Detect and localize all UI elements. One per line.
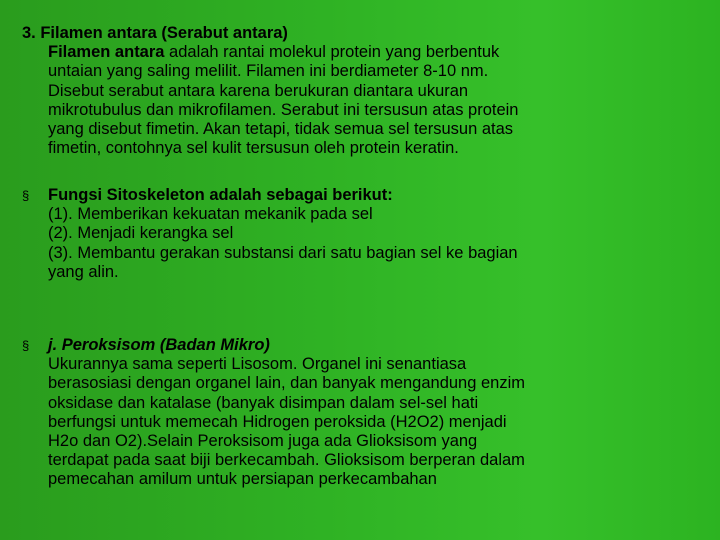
paragraph-line: Disebut serabut antara karena berukuran diantara ukuran	[48, 81, 469, 100]
lead-term: Filamen antara	[48, 43, 165, 62]
list-item: (1). Memberikan kekuatan mekanik pada sel	[48, 205, 373, 224]
lead-text: adalah rantai molekul protein yang berbentuk	[164, 43, 500, 62]
paragraph-line: terdapat pada saat biji berkecambah. Glioksisom berperan dalam	[48, 451, 525, 470]
paragraph-line: untaian yang saling melilit. Filamen ini berdiameter 8-10 nm.	[48, 62, 489, 81]
list-item: (3). Membantu gerakan substansi dari satu bagian sel ke bagian	[48, 243, 518, 262]
section-fungsi-sitoskeleton	[22, 186, 682, 282]
bullet-icon: §	[22, 338, 30, 353]
section-heading-row	[22, 336, 682, 355]
section-body	[48, 43, 638, 158]
section-heading: 3. Filamen antara (Serabut antara)	[22, 24, 288, 42]
bullet-icon: §	[22, 188, 30, 203]
paragraph-line: yang disebut fimetin. Akan tetapi, tidak semua sel tersusun atas	[48, 120, 514, 139]
section-heading-row	[22, 186, 682, 205]
paragraph-line: H2o dan O2).Selain Peroksisom juga ada Glioksisom yang	[48, 432, 478, 451]
paragraph-line: fimetin, contohnya sel kulit tersusun oleh protein keratin.	[48, 139, 459, 158]
section-body	[48, 205, 638, 282]
section-body	[48, 355, 638, 489]
paragraph-line: oksidase dan katalase (banyak disimpan dalam sel-sel hati	[48, 393, 479, 412]
paragraph-line: Ukurannya sama seperti Lisosom. Organel ini senantiasa	[48, 355, 467, 374]
paragraph-line: mikrotubulus dan mikrofilamen. Serabut ini tersusun atas protein	[48, 100, 519, 119]
paragraph-line: pemecahan amilum untuk persiapan perkecambahan	[48, 470, 437, 489]
section-heading: Fungsi Sitoskeleton adalah sebagai berikut:	[48, 186, 393, 204]
section-heading: j. Peroksisom (Badan Mikro)	[48, 336, 270, 354]
list-item: (2). Menjadi kerangka sel	[48, 224, 234, 243]
paragraph-line: berfungsi untuk memecah Hidrogen peroksida (H2O2) menjadi	[48, 412, 507, 431]
paragraph-line	[48, 43, 638, 62]
list-item: yang alin.	[48, 262, 119, 281]
section-peroksisom	[22, 336, 682, 490]
section-filamen-antara	[22, 24, 682, 158]
paragraph-line: berasosiasi dengan organel lain, dan banyak mengandung enzim	[48, 374, 526, 393]
